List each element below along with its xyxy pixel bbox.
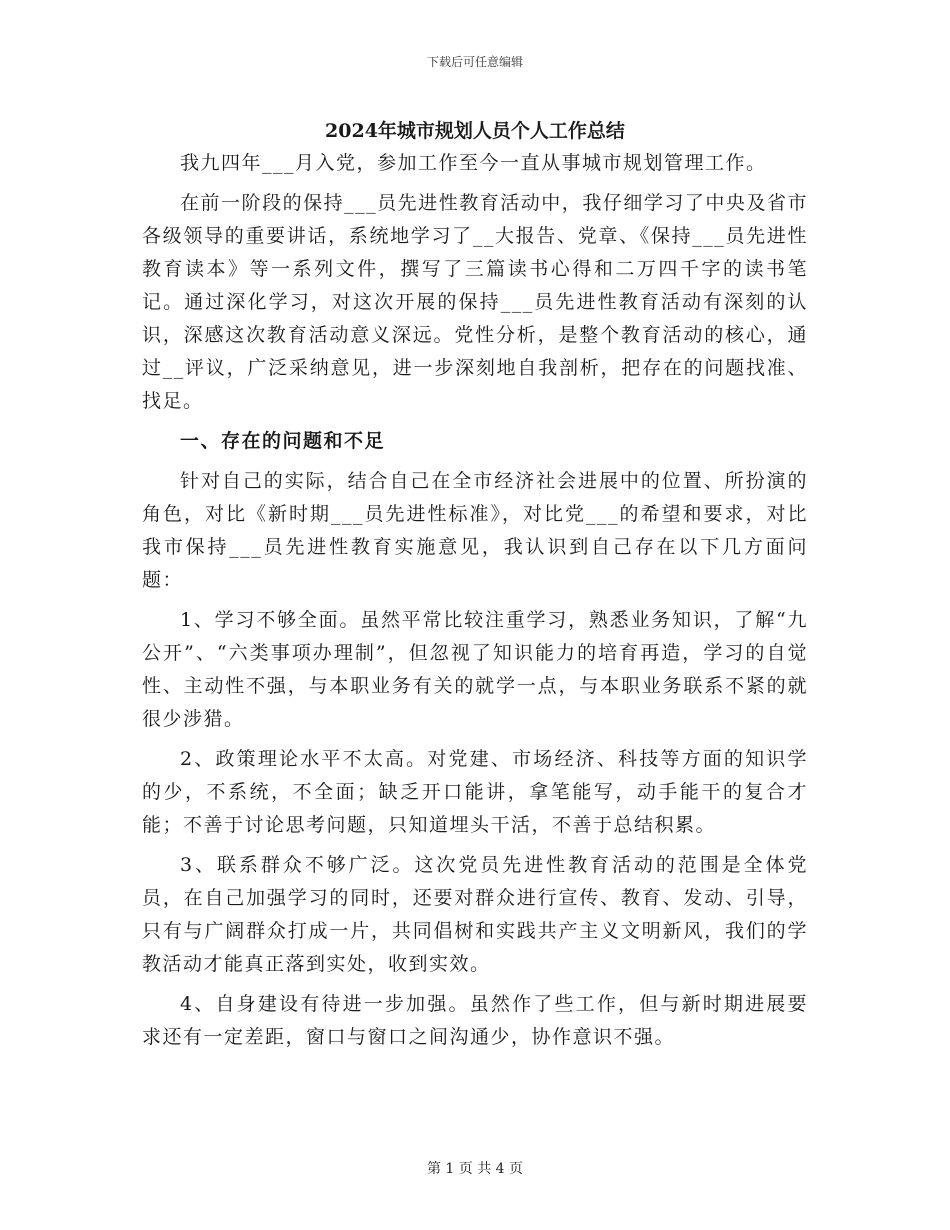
paragraph-item-2: 2、政策理论水平不太高。对党建、市场经济、科技等方面的知识学的少，不系统，不全面；缺乏开口能讲，拿笔能写，动手能干的复合才能；不善于讨论思考问题，只知道埋头干活，不善于总结积累。 <box>142 748 808 836</box>
paragraph-intro: 我九四年___月入党，参加工作至今一直从事城市规划管理工作。 <box>180 152 767 174</box>
header-note: 下载后可任意编辑 <box>426 55 523 69</box>
paragraph-item-1: 1、学习不够全面。虽然平常比较注重学习，熟悉业务知识，了解“九公开”、“六类事项办理制”，但忽视了知识能力的培育再造，学习的自觉性、主动性不强，与本职业务有关的就学一点，与本职业务联系不紧的就很少涉猎。 <box>142 609 808 730</box>
document-title: 2024年城市规划人员个人工作总结 <box>325 120 625 142</box>
page-number: 第 1 页 共 4 页 <box>426 1161 524 1177</box>
paragraph-study: 在前一阶段的保持___员先进性教育活动中，我仔细学习了中央及省市各级领导的重要讲话，系统地学习了__大报告、党章、《保持___员先进性教育读本》等一系列文件，撰写了三篇读书心得和二万四千字的读书笔记。通过深化学习，对这次开展的保持___员先进性教育活动有深刻的认识，深感这次教育活动意义深远。党性分析，是整个教育活动的核心，通过__评议，广泛采纳意见，进一步深刻地自我剖析，把存在的问题找准、找足。 <box>142 192 808 412</box>
document-body <box>142 147 808 1061</box>
paragraph-item-3: 3、联系群众不够广泛。这次党员先进性教育活动的范围是全体党员，在自己加强学习的同时，还要对群众进行宣传、教育、发动、引导，只有与广阔群众打成一片，共同倡树和实践共产主义文明新风，我们的学教活动才能真正落到实处，收到实效。 <box>142 854 808 975</box>
section-heading: 一、存在的问题和不足 <box>180 430 386 452</box>
paragraph-problems-intro: 针对自己的实际，结合自己在全市经济社会进展中的位置、所扮演的角色，对比《新时期___员先进性标准》，对比党___的希望和要求，对比我市保持___员先进性教育实施意见，我认识到自己存在以下几方面问题： <box>142 470 808 591</box>
paragraph-item-4: 4、自身建设有待进一步加强。虽然作了些工作，但与新时期进展要求还有一定差距，窗口与窗口之间沟通少，协作意识不强。 <box>142 993 808 1048</box>
